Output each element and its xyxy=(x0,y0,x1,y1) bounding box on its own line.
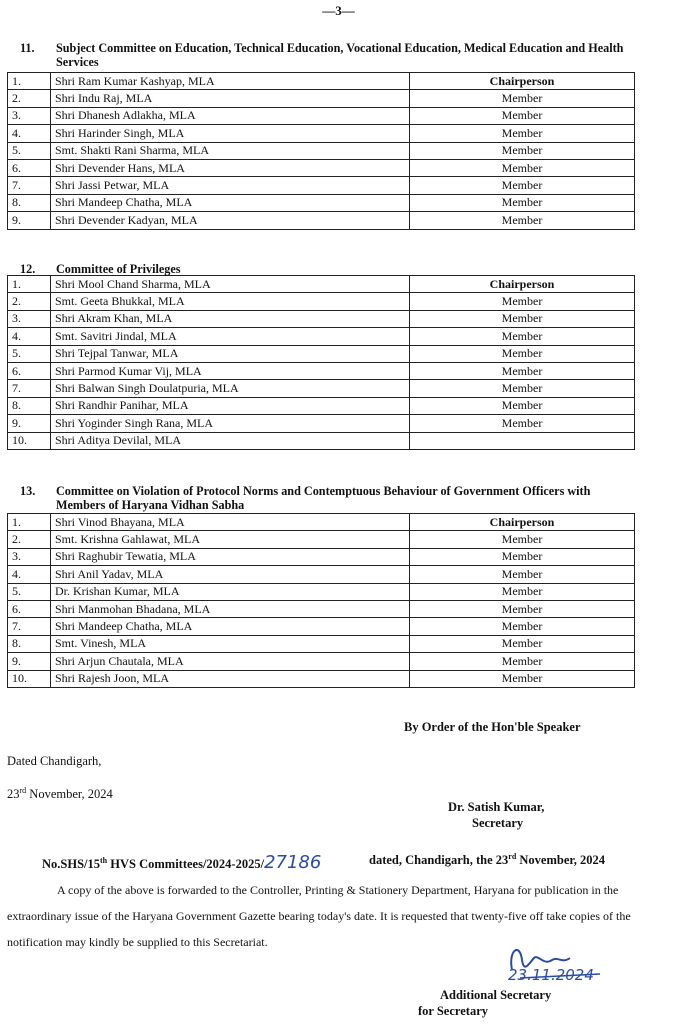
member-role: Member xyxy=(410,548,635,565)
member-number: 9. xyxy=(8,415,51,432)
member-role: Member xyxy=(410,362,635,379)
member-number: 2. xyxy=(8,293,51,310)
member-row xyxy=(8,531,635,548)
committee-title: Subject Committee on Education, Technical Education, Vocational Education, Medical Education and Health Services xyxy=(56,41,624,69)
member-row xyxy=(8,514,635,531)
member-row xyxy=(8,362,635,379)
member-role: Member xyxy=(410,345,635,362)
member-role: Member xyxy=(410,415,635,432)
member-name: Shri Tejpal Tanwar, MLA xyxy=(51,345,410,362)
committee-12-table xyxy=(7,275,635,450)
member-number: 10. xyxy=(8,670,51,687)
date-line xyxy=(7,786,113,802)
member-name: Shri Parmod Kumar Vij, MLA xyxy=(51,362,410,379)
member-role: Member xyxy=(410,107,635,124)
member-role: Member xyxy=(410,177,635,194)
member-row xyxy=(8,310,635,327)
member-number: 4. xyxy=(8,328,51,345)
member-number: 4. xyxy=(8,125,51,142)
reference-number xyxy=(42,852,321,873)
committee-number: 11. xyxy=(20,41,35,55)
member-number: 7. xyxy=(8,380,51,397)
copy-paragraph: A copy of the above is forwarded to the Controller, Printing & Stationery Department, Haryana for publication in the extraordinary issue of the Haryana Government Gazette bearing today's date. It is requested that twenty-five off take copies of the notification may kindly be supplied to this Secretariat. xyxy=(7,883,631,949)
member-number: 9. xyxy=(8,212,51,229)
member-row xyxy=(8,328,635,345)
member-name: Smt. Krishna Gahlawat, MLA xyxy=(51,531,410,548)
member-name: Smt. Geeta Bhukkal, MLA xyxy=(51,293,410,310)
member-role: Member xyxy=(410,618,635,635)
member-name: Shri Devender Hans, MLA xyxy=(51,159,410,176)
signatory-name: Dr. Satish Kumar, xyxy=(448,800,545,814)
member-name: Shri Yoginder Singh Rana, MLA xyxy=(51,415,410,432)
member-number: 2. xyxy=(8,90,51,107)
member-role: Member xyxy=(410,653,635,670)
member-name: Shri Vinod Bhayana, MLA xyxy=(51,514,410,531)
member-number: 1. xyxy=(8,514,51,531)
member-row xyxy=(8,380,635,397)
member-name: Smt. Shakti Rani Sharma, MLA xyxy=(51,142,410,159)
committee-number: 12. xyxy=(20,262,36,276)
committee-11-table xyxy=(7,72,635,230)
date-sup: rd xyxy=(19,786,27,795)
member-name: Shri Mandeep Chatha, MLA xyxy=(51,618,410,635)
member-role: Member xyxy=(410,328,635,345)
member-number: 5. xyxy=(8,142,51,159)
committee-title: Committee of Privileges xyxy=(56,262,181,276)
member-role: Member xyxy=(410,293,635,310)
member-name: Dr. Krishan Kumar, MLA xyxy=(51,583,410,600)
member-number: 1. xyxy=(8,276,51,293)
member-row xyxy=(8,125,635,142)
member-name: Shri Harinder Singh, MLA xyxy=(51,125,410,142)
member-role: Member xyxy=(410,90,635,107)
member-row xyxy=(8,618,635,635)
member-number: 3. xyxy=(8,310,51,327)
member-row xyxy=(8,670,635,687)
member-number: 6. xyxy=(8,600,51,617)
member-number: 5. xyxy=(8,583,51,600)
member-row xyxy=(8,212,635,229)
ref-mid: HVS Committees/2024-2025/ xyxy=(107,857,265,871)
additional-secretary: Additional Secretary xyxy=(440,988,552,1002)
reference-dated xyxy=(369,852,605,868)
member-name: Shri Indu Raj, MLA xyxy=(51,90,410,107)
member-number: 8. xyxy=(8,397,51,414)
member-number: 8. xyxy=(8,635,51,652)
member-row xyxy=(8,345,635,362)
handwritten-date: 23.11.2024 xyxy=(508,966,594,984)
member-name: Shri Jassi Petwar, MLA xyxy=(51,177,410,194)
committee-13-table xyxy=(7,513,635,688)
page-number: —3— xyxy=(322,3,355,18)
member-row xyxy=(8,293,635,310)
committee-13-heading xyxy=(20,484,640,514)
member-name: Shri Raghubir Tewatia, MLA xyxy=(51,548,410,565)
member-row xyxy=(8,415,635,432)
member-number: 4. xyxy=(8,566,51,583)
member-role: Member xyxy=(410,125,635,142)
member-row xyxy=(8,159,635,176)
member-number: 7. xyxy=(8,177,51,194)
member-number: 6. xyxy=(8,362,51,379)
member-role: Member xyxy=(410,566,635,583)
member-row xyxy=(8,142,635,159)
member-number: 6. xyxy=(8,159,51,176)
member-row xyxy=(8,90,635,107)
member-role: Member xyxy=(410,159,635,176)
ref-dated-rest: November, 2024 xyxy=(516,853,606,868)
for-secretary: for Secretary xyxy=(418,1004,488,1018)
member-role: Member xyxy=(410,531,635,548)
signatory-title: Secretary xyxy=(472,816,524,830)
member-row xyxy=(8,194,635,211)
member-name: Shri Dhanesh Adlakha, MLA xyxy=(51,107,410,124)
committee-11-heading xyxy=(20,41,640,71)
member-row xyxy=(8,73,635,90)
committee-number: 13. xyxy=(20,484,36,498)
member-role: Chairperson xyxy=(410,276,635,293)
member-name: Shri Aditya Devilal, MLA xyxy=(51,432,410,449)
member-role: Chairperson xyxy=(410,514,635,531)
member-name: Shri Balwan Singh Doulatpuria, MLA xyxy=(51,380,410,397)
member-row xyxy=(8,397,635,414)
dated-place: Dated Chandigarh, xyxy=(7,754,102,768)
member-row xyxy=(8,177,635,194)
member-name: Shri Randhir Panihar, MLA xyxy=(51,397,410,414)
member-role: Member xyxy=(410,635,635,652)
member-number: 1. xyxy=(8,73,51,90)
ref-handwritten: 27186 xyxy=(264,852,322,873)
member-number: 2. xyxy=(8,531,51,548)
member-name: Shri Mool Chand Sharma, MLA xyxy=(51,276,410,293)
ref-dated-sup: rd xyxy=(508,852,517,861)
member-name: Shri Anil Yadav, MLA xyxy=(51,566,410,583)
ref-prefix: No.SHS/15 xyxy=(42,857,101,871)
member-role: Member xyxy=(410,600,635,617)
ref-sup: th xyxy=(100,855,108,865)
member-role: Member xyxy=(410,397,635,414)
member-role: Member xyxy=(410,380,635,397)
member-row xyxy=(8,653,635,670)
member-row xyxy=(8,276,635,293)
member-row xyxy=(8,432,635,449)
member-role: Member xyxy=(410,310,635,327)
order-line: By Order of the Hon'ble Speaker xyxy=(404,720,581,734)
member-number: 5. xyxy=(8,345,51,362)
member-role: Member xyxy=(410,142,635,159)
member-row xyxy=(8,548,635,565)
member-name: Shri Arjun Chautala, MLA xyxy=(51,653,410,670)
member-number: 9. xyxy=(8,653,51,670)
member-role: Member xyxy=(410,194,635,211)
member-row xyxy=(8,635,635,652)
member-row xyxy=(8,600,635,617)
member-number: 8. xyxy=(8,194,51,211)
member-name: Shri Rajesh Joon, MLA xyxy=(51,670,410,687)
member-role: Chairperson xyxy=(410,73,635,90)
member-row xyxy=(8,107,635,124)
member-name: Smt. Savitri Jindal, MLA xyxy=(51,328,410,345)
member-role xyxy=(410,432,635,449)
date-day: 23 xyxy=(7,787,20,802)
member-role: Member xyxy=(410,212,635,229)
member-row xyxy=(8,583,635,600)
member-number: 3. xyxy=(8,107,51,124)
committee-title: Committee on Violation of Protocol Norms and Contemptuous Behaviour of Government Officers with Members of Haryana Vidhan Sabha xyxy=(56,484,591,512)
member-name: Smt. Vinesh, MLA xyxy=(51,635,410,652)
member-number: 10. xyxy=(8,432,51,449)
member-name: Shri Akram Khan, MLA xyxy=(51,310,410,327)
ref-dated-prefix: dated, Chandigarh, the 23 xyxy=(369,853,509,868)
date-rest: November, 2024 xyxy=(26,787,113,802)
member-number: 3. xyxy=(8,548,51,565)
member-role: Member xyxy=(410,583,635,600)
member-role: Member xyxy=(410,670,635,687)
member-name: Shri Devender Kadyan, MLA xyxy=(51,212,410,229)
member-number: 7. xyxy=(8,618,51,635)
member-row xyxy=(8,566,635,583)
member-name: Shri Ram Kumar Kashyap, MLA xyxy=(51,73,410,90)
member-name: Shri Mandeep Chatha, MLA xyxy=(51,194,410,211)
member-name: Shri Manmohan Bhadana, MLA xyxy=(51,600,410,617)
